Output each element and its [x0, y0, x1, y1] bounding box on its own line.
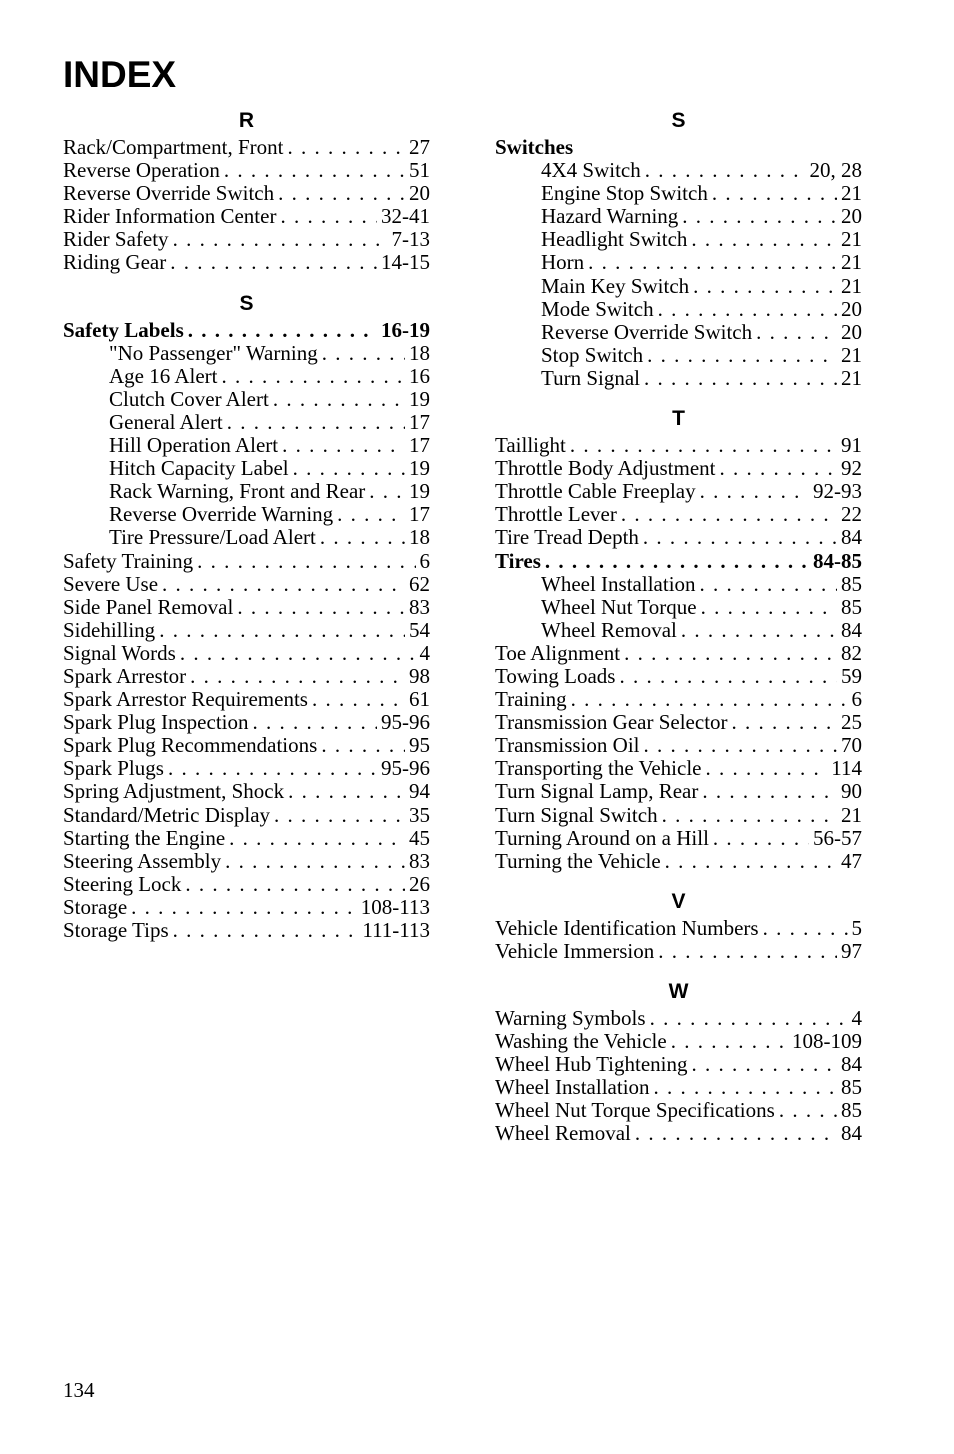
entry-label: Turn Signal Lamp, Rear	[495, 780, 699, 804]
entry-page-ref: 5	[851, 916, 862, 940]
entry-label: Wheel Nut Torque Specifications	[495, 1099, 775, 1123]
dot-leader	[619, 665, 837, 688]
entry-label: Training	[495, 688, 567, 712]
entry-page-ref: 20	[841, 205, 862, 229]
section-letter-v: V	[671, 889, 686, 913]
index-subentry	[495, 159, 862, 182]
entry-label: Turn Signal Switch	[495, 803, 658, 827]
entry-label: Reverse Operation	[63, 159, 220, 183]
index-subentry	[495, 298, 862, 321]
entry-label: Tire Pressure/Load Alert	[109, 526, 316, 550]
entry-label: Vehicle Identification Numbers	[495, 916, 759, 940]
dot-leader	[280, 205, 377, 228]
dot-leader	[644, 734, 837, 757]
entry-page-ref: 17	[409, 503, 430, 527]
entry-page-ref: 84	[841, 618, 862, 642]
index-subentry	[495, 205, 862, 228]
index-column-right	[495, 106, 862, 1146]
index-entry	[63, 665, 430, 688]
page-number: 134	[63, 1378, 95, 1402]
dot-leader	[168, 757, 377, 780]
entry-label: Spark Plug Inspection	[63, 711, 249, 735]
dot-leader	[162, 573, 405, 596]
entry-page-ref: 47	[841, 849, 862, 873]
entry-page-ref: 84	[841, 1122, 862, 1146]
entry-page-ref: 35	[409, 803, 430, 827]
entry-page-ref: 83	[409, 595, 430, 619]
page-title: INDEX	[63, 54, 177, 95]
entry-page-ref: 19	[409, 387, 430, 411]
section-spacer	[63, 275, 430, 289]
entry-page-ref: 85	[841, 595, 862, 619]
dot-leader	[282, 434, 405, 457]
index-subentry	[495, 275, 862, 298]
entry-label: Spark Arrestor	[63, 664, 187, 688]
dot-leader	[665, 850, 837, 873]
entry-label: Towing Loads	[495, 664, 616, 688]
entry-label: Mode Switch	[541, 297, 654, 321]
entry-label: Standard/Metric Display	[63, 803, 271, 827]
entry-label: Tire Tread Depth	[495, 526, 639, 550]
dot-leader	[702, 780, 837, 803]
dot-leader	[732, 711, 837, 734]
dot-leader	[682, 205, 837, 228]
index-entry	[495, 526, 862, 549]
index-entry	[495, 642, 862, 665]
index-entry	[63, 642, 430, 665]
entry-page-ref: 7-13	[391, 228, 430, 252]
entry-label: Hill Operation Alert	[109, 434, 279, 458]
dot-leader	[570, 434, 837, 457]
dot-leader	[712, 182, 837, 205]
dot-leader	[571, 688, 848, 711]
index-subentry	[63, 342, 430, 365]
entry-label: Side Panel Removal	[63, 595, 234, 619]
entry-label: Wheel Installation	[495, 1076, 650, 1100]
index-entry	[63, 734, 430, 757]
dot-leader	[763, 917, 848, 940]
index-entry	[63, 688, 430, 711]
index-entry	[495, 804, 862, 827]
section-letter-t: T	[672, 407, 685, 431]
index-subentry	[63, 503, 430, 526]
entry-label: Riding Gear	[63, 251, 167, 275]
entry-page-ref: 20, 28	[809, 159, 862, 183]
index-entry	[495, 1076, 862, 1099]
entry-label: Toe Alignment	[495, 641, 621, 665]
entry-label: Warning Symbols	[495, 1007, 646, 1030]
index-entry	[495, 1053, 862, 1076]
dot-leader	[645, 159, 806, 182]
entry-label: Rack Warning, Front and Rear	[109, 480, 366, 504]
dot-leader	[713, 827, 809, 850]
entry-label: Rider Safety	[63, 228, 169, 252]
entry-label: Sidehilling	[63, 618, 156, 642]
dot-leader	[701, 596, 837, 619]
entry-label: Turn Signal	[541, 366, 641, 390]
dot-leader	[252, 711, 377, 734]
index-entry	[63, 159, 430, 182]
entry-page-ref: 21	[841, 182, 862, 206]
section-spacer	[495, 963, 862, 977]
dot-leader	[693, 275, 837, 298]
dot-leader	[671, 1030, 788, 1053]
index-entry	[495, 940, 862, 963]
entry-page-ref: 92-93	[813, 480, 862, 504]
index-subentry	[495, 596, 862, 619]
entry-page-ref: 18	[409, 341, 430, 365]
dot-leader	[131, 896, 357, 919]
index-entry	[63, 550, 430, 573]
dot-leader	[159, 619, 405, 642]
section-letter-s: S	[239, 291, 254, 315]
entry-label: Taillight	[495, 434, 566, 458]
dot-leader	[173, 228, 388, 251]
entry-label: Hazard Warning	[541, 205, 679, 229]
dot-leader	[221, 365, 405, 388]
index-subentry	[495, 619, 862, 642]
entry-label: Wheel Installation	[541, 572, 696, 596]
entry-label: Signal Words	[63, 641, 176, 665]
index-subentry	[63, 411, 430, 434]
index-entry	[63, 780, 430, 803]
entry-page-ref: 17	[409, 410, 430, 434]
entry-page-ref: 114	[831, 757, 862, 781]
entry-page-ref: 21	[841, 803, 862, 827]
dot-leader	[647, 344, 837, 367]
dot-leader	[700, 480, 809, 503]
index-entry	[63, 596, 430, 619]
entry-label: "No Passenger" Warning	[109, 341, 318, 365]
index-entry	[495, 434, 862, 457]
dot-leader	[288, 780, 405, 803]
index-entry	[63, 804, 430, 827]
dot-leader	[185, 873, 405, 896]
index-subentry	[495, 573, 862, 596]
dot-leader	[170, 251, 377, 274]
dot-leader	[643, 526, 837, 549]
index-entry	[495, 1007, 862, 1030]
dot-leader	[227, 411, 405, 434]
entry-page-ref: 16	[409, 364, 430, 388]
dot-leader	[224, 159, 405, 182]
entry-page-ref: 94	[409, 780, 430, 804]
entry-label: Stop Switch	[541, 343, 644, 367]
entry-page-ref: 61	[409, 688, 430, 712]
index-entry	[63, 619, 430, 642]
entry-label: Spring Adjustment, Shock	[63, 780, 285, 804]
entry-label: Throttle Cable Freeplay	[495, 480, 696, 504]
index-entry	[63, 757, 430, 780]
dot-leader	[700, 573, 837, 596]
index-entry	[63, 136, 430, 159]
index-entry	[495, 780, 862, 803]
entry-page-ref: 51	[409, 159, 430, 183]
entry-label: Starting the Engine	[63, 826, 226, 850]
dot-leader	[293, 457, 405, 480]
dot-leader	[369, 480, 405, 503]
dot-leader	[624, 642, 837, 665]
entry-label: Wheel Hub Tightening	[495, 1053, 688, 1077]
entry-page-ref: 32-41	[381, 205, 430, 229]
index-subentry	[495, 182, 862, 205]
dot-leader	[545, 550, 809, 573]
section-spacer	[495, 873, 862, 887]
entry-page-ref: 21	[841, 343, 862, 367]
dot-leader	[322, 342, 405, 365]
index-entry	[63, 873, 430, 896]
dot-leader	[705, 757, 827, 780]
entry-label: Turning the Vehicle	[495, 849, 661, 873]
entry-label: Switches	[495, 136, 574, 159]
dot-leader	[273, 388, 405, 411]
entry-label: Main Key Switch	[541, 274, 690, 298]
dot-leader	[173, 919, 359, 942]
entry-label: Spark Plug Recommendations	[63, 734, 318, 758]
entry-label: Wheel Nut Torque	[541, 595, 697, 619]
dot-leader	[320, 526, 405, 549]
entry-page-ref: 59	[841, 664, 862, 688]
entry-page-ref: 54	[409, 618, 430, 642]
entry-label: Horn	[541, 251, 585, 275]
entry-label: Wheel Removal	[495, 1122, 631, 1146]
index-entry	[495, 711, 862, 734]
entry-page-ref: 84	[841, 526, 862, 550]
entry-page-ref: 21	[841, 228, 862, 252]
index-column-left	[63, 106, 430, 942]
index-entry	[63, 182, 430, 205]
index-entry	[63, 711, 430, 734]
index-entry	[63, 896, 430, 919]
dot-leader	[621, 503, 837, 526]
entry-label: Turning Around on a Hill	[495, 826, 709, 850]
entry-label: Reverse Override Warning	[109, 503, 334, 527]
dot-leader	[681, 619, 837, 642]
dot-leader	[658, 298, 837, 321]
entry-label: Spark Plugs	[63, 757, 164, 781]
index-entry	[63, 919, 430, 942]
index-entry	[495, 457, 862, 480]
entry-label: Storage	[63, 895, 128, 919]
entry-page-ref: 21	[841, 251, 862, 275]
index-entry	[495, 688, 862, 711]
dot-leader	[229, 827, 405, 850]
dot-leader	[635, 1122, 837, 1145]
dot-leader	[644, 367, 837, 390]
dot-leader	[337, 503, 405, 526]
index-subentry	[63, 480, 430, 503]
index-entry	[495, 757, 862, 780]
entry-page-ref: 108-113	[360, 895, 430, 919]
index-subentry	[63, 365, 430, 388]
dot-leader	[278, 182, 405, 205]
section-spacer	[495, 390, 862, 404]
index-entry	[63, 573, 430, 596]
entry-page-ref: 21	[841, 366, 862, 390]
index-subentry	[495, 251, 862, 274]
entry-page-ref: 83	[409, 849, 430, 873]
entry-page-ref: 62	[409, 572, 430, 596]
section-letter-w: W	[668, 980, 689, 1003]
entry-label: Safety Training	[63, 549, 194, 573]
entry-label: Washing the Vehicle	[495, 1030, 667, 1054]
entry-page-ref: 18	[409, 526, 430, 550]
entry-page-ref: 26	[409, 872, 430, 896]
entry-label: Transmission Gear Selector	[495, 711, 728, 735]
index-entry	[63, 251, 430, 274]
entry-label: Steering Assembly	[63, 849, 222, 873]
entry-label: Vehicle Immersion	[495, 939, 655, 963]
entry-page-ref: 95	[409, 734, 430, 758]
index-entry	[495, 503, 862, 526]
entry-label: Reverse Override Switch	[63, 182, 275, 206]
entry-page-ref: 85	[841, 572, 862, 596]
entry-label: Storage Tips	[63, 919, 169, 942]
index-entry	[63, 850, 430, 873]
entry-page-ref: 92	[841, 457, 862, 481]
dot-leader	[225, 850, 405, 873]
entry-page-ref: 70	[841, 734, 862, 758]
index-subentry	[495, 321, 862, 344]
entry-page-ref: 4	[419, 641, 430, 665]
index-subentry	[63, 457, 430, 480]
entry-label: Steering Lock	[63, 872, 182, 896]
index-subentry	[495, 344, 862, 367]
entry-label: Transmission Oil	[495, 734, 640, 758]
entry-label: Tires	[495, 549, 541, 573]
entry-page-ref: 19	[409, 457, 430, 481]
entry-label: Age 16 Alert	[109, 364, 218, 388]
entry-label: Rack/Compartment, Front	[63, 136, 284, 159]
entry-label: 4X4 Switch	[541, 159, 641, 183]
entry-label: Throttle Lever	[495, 503, 617, 527]
entry-page-ref: 84	[841, 1053, 862, 1077]
entry-page-ref: 20	[409, 182, 430, 206]
index-entry	[495, 1099, 862, 1122]
index-subentry	[63, 434, 430, 457]
section-letter-r: R	[238, 109, 255, 132]
index-entry	[495, 1030, 862, 1053]
entry-label: Hitch Capacity Label	[109, 457, 289, 481]
entry-page-ref: 6	[419, 549, 430, 573]
entry-page-ref: 84-85	[813, 549, 862, 573]
index-subentry	[63, 526, 430, 549]
entry-page-ref: 17	[409, 434, 430, 458]
entry-page-ref: 16-19	[381, 318, 430, 342]
dot-leader	[662, 804, 837, 827]
entry-label: Headlight Switch	[541, 228, 688, 252]
dot-leader	[650, 1007, 848, 1030]
index-entry	[495, 136, 862, 159]
dot-leader	[180, 642, 416, 665]
index-entry	[495, 734, 862, 757]
dot-leader	[658, 940, 837, 963]
index-subentry	[495, 228, 862, 251]
dot-leader	[321, 734, 405, 757]
entry-page-ref: 27	[409, 136, 430, 159]
entry-label: Reverse Override Switch	[541, 320, 753, 344]
section-letter-s: S	[671, 109, 686, 132]
entry-label: Engine Stop Switch	[541, 182, 708, 206]
entry-page-ref: 56-57	[813, 826, 862, 850]
entry-label: Transporting the Vehicle	[495, 757, 702, 781]
entry-page-ref: 90	[841, 780, 862, 804]
entry-page-ref: 6	[851, 688, 862, 712]
dot-leader	[756, 321, 837, 344]
dot-leader	[654, 1076, 837, 1099]
index-entry	[495, 665, 862, 688]
entry-page-ref: 95-96	[381, 757, 430, 781]
entry-label: Wheel Removal	[541, 618, 677, 642]
entry-label: Safety Labels	[63, 318, 184, 342]
entry-page-ref: 85	[841, 1076, 862, 1100]
entry-label: Throttle Body Adjustment	[495, 457, 716, 481]
dot-leader	[274, 804, 405, 827]
dot-leader	[237, 596, 405, 619]
entry-page-ref: 108-109	[792, 1030, 862, 1054]
entry-page-ref: 20	[841, 297, 862, 321]
entry-page-ref: 82	[841, 641, 862, 665]
index-entry	[495, 827, 862, 850]
index-entry	[495, 850, 862, 873]
entry-page-ref: 97	[841, 939, 862, 963]
entry-page-ref: 20	[841, 320, 862, 344]
dot-leader	[691, 228, 837, 251]
entry-label: Clutch Cover Alert	[109, 387, 269, 411]
index-entry	[63, 319, 430, 342]
entry-page-ref: 111-113	[362, 919, 430, 942]
entry-page-ref: 85	[841, 1099, 862, 1123]
index-entry	[63, 228, 430, 251]
dot-leader	[287, 136, 405, 159]
entry-page-ref: 95-96	[381, 711, 430, 735]
dot-leader	[190, 665, 405, 688]
index-subentry	[63, 388, 430, 411]
dot-leader	[779, 1099, 837, 1122]
entry-label: Severe Use	[63, 572, 159, 596]
index-entry	[495, 1122, 862, 1145]
dot-leader	[588, 251, 837, 274]
dot-leader	[720, 457, 838, 480]
index-entry	[495, 917, 862, 940]
index-entry	[63, 205, 430, 228]
entry-page-ref: 19	[409, 480, 430, 504]
entry-label: Spark Arrestor Requirements	[63, 688, 308, 712]
entry-page-ref: 98	[409, 664, 430, 688]
dot-leader	[197, 550, 415, 573]
entry-page-ref: 45	[409, 826, 430, 850]
index-subentry	[495, 367, 862, 390]
entry-page-ref: 22	[841, 503, 862, 527]
entry-page-ref: 91	[841, 434, 862, 458]
entry-page-ref: 25	[841, 711, 862, 735]
dot-leader	[188, 319, 377, 342]
dot-leader	[692, 1053, 838, 1076]
entry-label: Rider Information Center	[63, 205, 277, 229]
entry-label: General Alert	[109, 410, 223, 434]
entry-page-ref: 4	[851, 1007, 862, 1030]
entry-page-ref: 21	[841, 274, 862, 298]
entry-page-ref: 14-15	[381, 251, 430, 275]
dot-leader	[312, 688, 405, 711]
index-entry	[495, 480, 862, 503]
index-entry	[495, 550, 862, 573]
index-entry	[63, 827, 430, 850]
